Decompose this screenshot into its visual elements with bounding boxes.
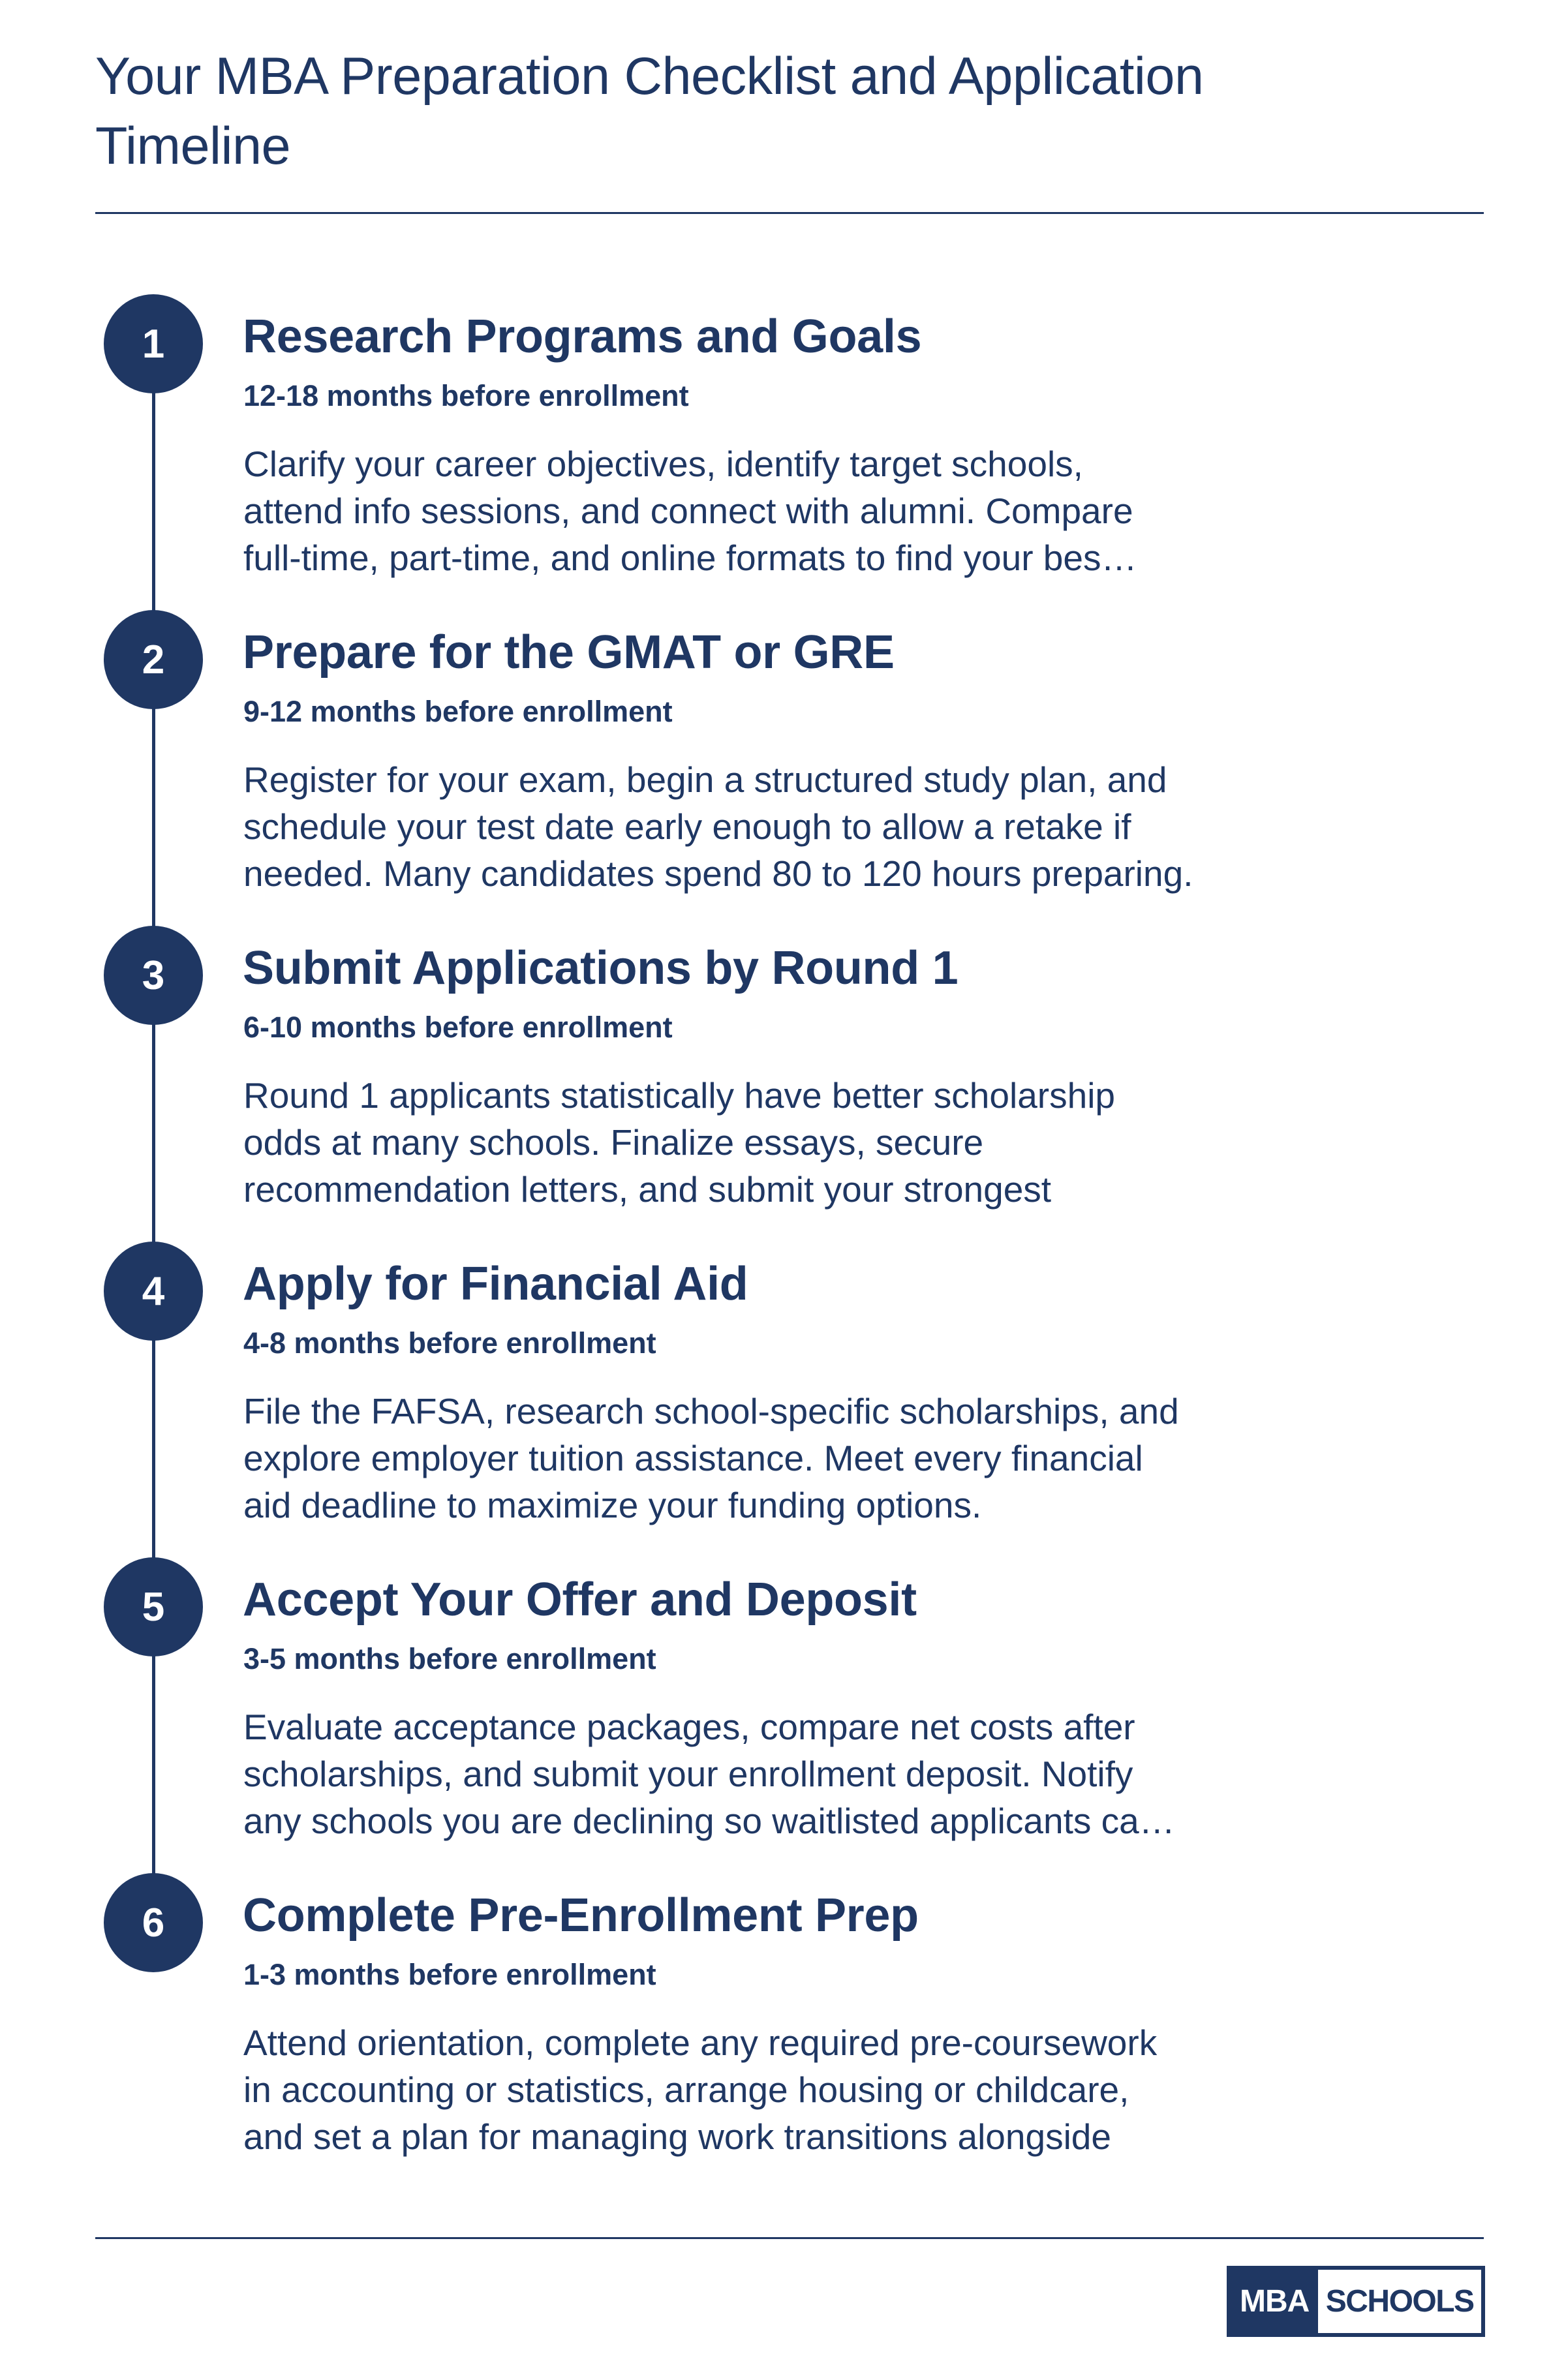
step-timing: 9-12 months before enrollment: [243, 695, 673, 728]
step-description: [243, 1072, 1261, 1213]
timeline-step-3: [0, 926, 1566, 1232]
step-title: Apply for Financial Aid: [243, 1258, 748, 1310]
step-number-badge: 6: [104, 1873, 203, 1972]
step-title: Prepare for the GMAT or GRE: [243, 626, 895, 679]
timeline-step-6: [0, 1873, 1566, 2180]
step-timing: 6-10 months before enrollment: [243, 1011, 673, 1044]
mba-schools-logo: [1227, 2266, 1485, 2337]
step-description: [243, 1388, 1261, 1529]
step-number-badge: 1: [104, 294, 203, 393]
step-timing: 4-8 months before enrollment: [243, 1326, 656, 1360]
header-divider: [95, 212, 1484, 214]
step-description: [243, 2019, 1261, 2160]
description-line: Clarify your career objectives, identify target schools,: [243, 444, 1083, 484]
description-line: in accounting or statistics, arrange housing or childcare,: [243, 2069, 1129, 2110]
description-line: aid deadline to maximize your funding options.: [243, 1485, 982, 1525]
step-number-badge: 3: [104, 926, 203, 1025]
description-line: explore employer tuition assistance. Meet every financial: [243, 1438, 1143, 1478]
step-number-badge: 4: [104, 1242, 203, 1341]
step-number-badge: 5: [104, 1557, 203, 1656]
timeline-step-1: [0, 294, 1566, 601]
step-number-badge: 2: [104, 610, 203, 709]
timeline-step-2: [0, 610, 1566, 917]
description-line: schedule your test date early enough to allow a retake if: [243, 806, 1131, 847]
logo-mba-block: MBA: [1231, 2270, 1318, 2333]
description-line: File the FAFSA, research school-specific scholarships, and: [243, 1391, 1179, 1431]
step-title: Research Programs and Goals: [243, 311, 922, 363]
description-line: recommendation letters, and submit your strongest: [243, 1169, 1052, 1210]
description-line: Evaluate acceptance packages, compare net costs after: [243, 1707, 1135, 1747]
description-line: and set a plan for managing work transitions alongside: [243, 2116, 1111, 2157]
step-title: Complete Pre-Enrollment Prep: [243, 1889, 919, 1942]
step-timing: 3-5 months before enrollment: [243, 1642, 656, 1675]
description-line: any schools you are declining so waitlisted applicants ca…: [243, 1801, 1175, 1841]
timeline-step-5: [0, 1557, 1566, 1864]
description-line: attend info sessions, and connect with alumni. Compare: [243, 491, 1133, 531]
page-title: Your MBA Preparation Checklist and Application Timeline: [95, 47, 1204, 175]
step-title: Accept Your Offer and Deposit: [243, 1574, 917, 1626]
logo-schools-text: SCHOOLS: [1325, 2284, 1474, 2319]
step-timing: 12-18 months before enrollment: [243, 379, 689, 412]
step-timing: 1-3 months before enrollment: [243, 1958, 656, 1991]
description-line: full-time, part-time, and online formats to find your bes…: [243, 538, 1137, 578]
step-description: [243, 440, 1261, 581]
step-description: [243, 756, 1261, 897]
description-line: needed. Many candidates spend 80 to 120 hours preparing.: [243, 853, 1193, 894]
step-description: [243, 1703, 1261, 1844]
description-line: Register for your exam, begin a structured study plan, and: [243, 759, 1167, 800]
footer-divider: [95, 2237, 1484, 2239]
description-line: Attend orientation, complete any required pre-coursework: [243, 2022, 1158, 2063]
description-line: Round 1 applicants statistically have better scholarship: [243, 1075, 1116, 1116]
description-line: odds at many schools. Finalize essays, secure: [243, 1122, 984, 1163]
timeline-step-4: [0, 1242, 1566, 1548]
step-title: Submit Applications by Round 1: [243, 942, 959, 994]
description-line: scholarships, and submit your enrollment deposit. Notify: [243, 1754, 1133, 1794]
